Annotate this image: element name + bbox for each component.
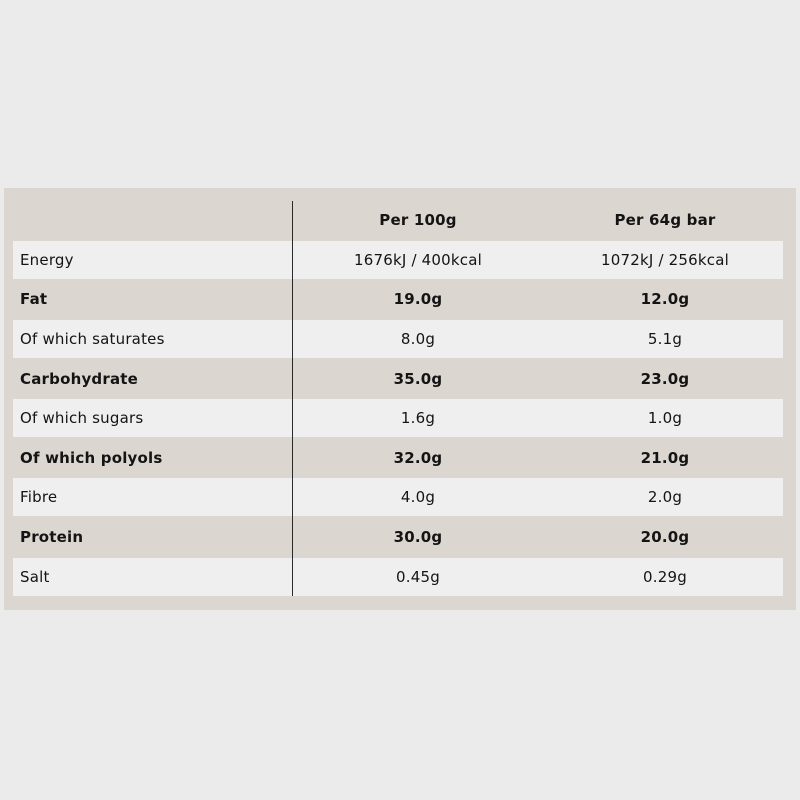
value-per-64g: 1.0g — [647, 409, 683, 427]
header-per-100g: Per 100g — [379, 211, 457, 229]
value-per-64g: 23.0g — [640, 370, 690, 388]
nutrient-label: Of which polyols — [20, 449, 163, 467]
value-per-64g: 20.0g — [640, 528, 690, 546]
nutrient-label: Salt — [20, 568, 50, 586]
value-per-64g: 0.29g — [643, 568, 687, 586]
nutrient-label: Fat — [20, 290, 48, 308]
value-per-100g: 32.0g — [393, 449, 443, 467]
value-per-64g: 12.0g — [640, 290, 690, 308]
row-fibre — [13, 478, 783, 516]
nutrient-label: Carbohydrate — [20, 370, 139, 388]
value-per-64g: 5.1g — [647, 330, 683, 348]
row-carbohydrate — [13, 360, 783, 398]
value-per-100g: 19.0g — [393, 290, 443, 308]
row-salt — [13, 558, 783, 596]
nutrient-label: Fibre — [20, 488, 58, 506]
nutrient-label: Of which sugars — [20, 409, 144, 427]
row-sugars — [13, 399, 783, 437]
column-divider — [292, 201, 293, 596]
row-fat — [13, 280, 783, 318]
value-per-64g: 1072kJ / 256kcal — [601, 251, 729, 269]
table-header-row — [13, 201, 783, 239]
header-per-64g-bar: Per 64g bar — [614, 211, 716, 229]
value-per-100g: 0.45g — [396, 568, 440, 586]
value-per-100g: 4.0g — [400, 488, 436, 506]
value-per-100g: 1.6g — [400, 409, 436, 427]
value-per-100g: 35.0g — [393, 370, 443, 388]
header-label-column — [20, 201, 290, 239]
nutrient-label: Protein — [20, 528, 84, 546]
value-per-64g: 21.0g — [640, 449, 690, 467]
nutrient-label: Of which saturates — [20, 330, 165, 348]
row-protein — [13, 518, 783, 556]
row-energy — [13, 241, 783, 279]
nutrient-label: Energy — [20, 251, 74, 269]
value-per-100g: 8.0g — [400, 330, 436, 348]
value-per-100g: 30.0g — [393, 528, 443, 546]
row-polyols — [13, 439, 783, 477]
value-per-100g: 1676kJ / 400kcal — [354, 251, 482, 269]
row-saturates — [13, 320, 783, 358]
value-per-64g: 2.0g — [647, 488, 683, 506]
